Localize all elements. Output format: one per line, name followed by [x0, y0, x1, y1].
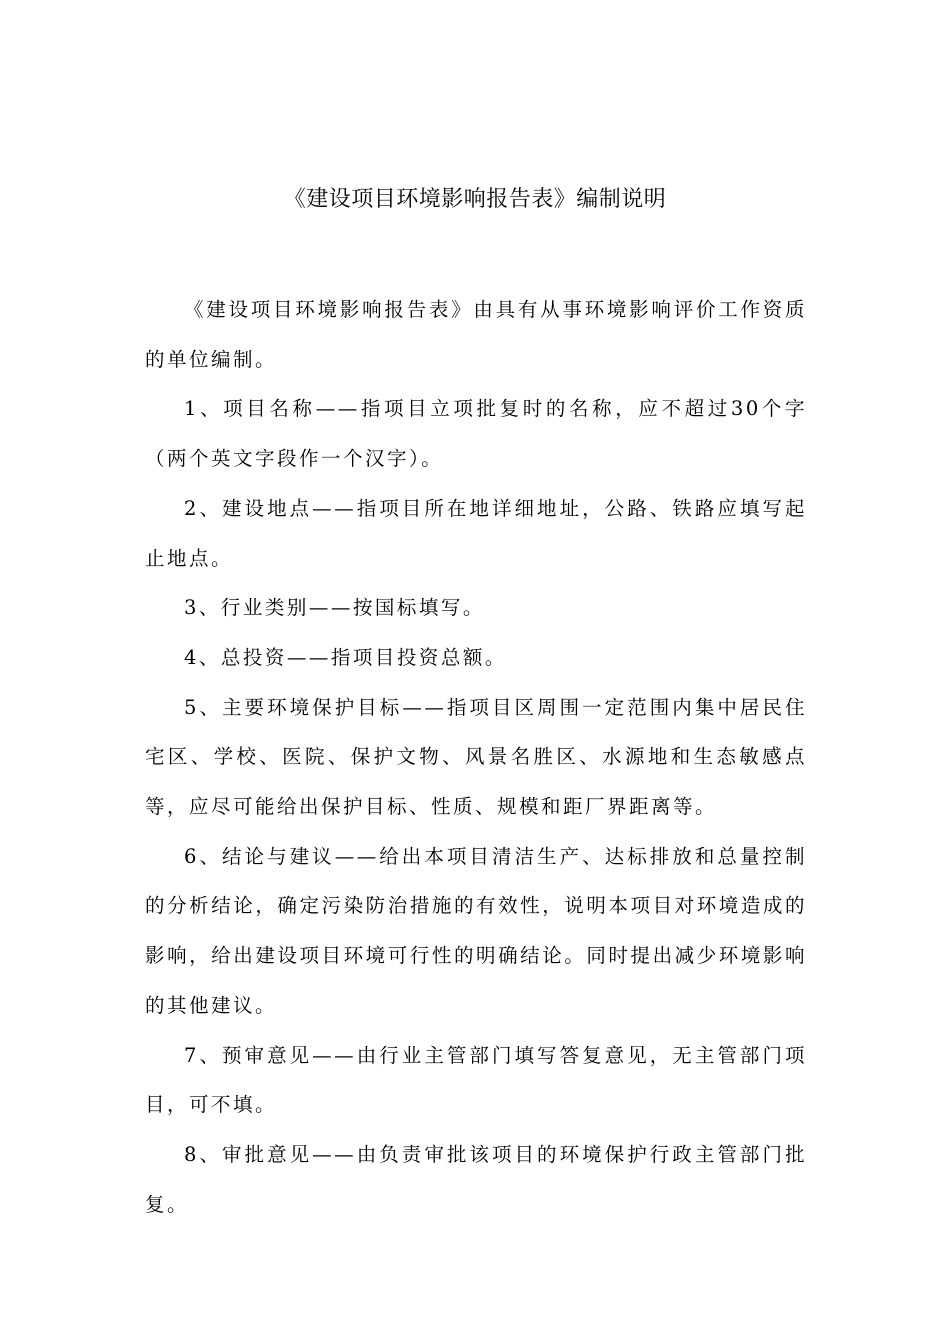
- item-pre-review-opinion: 7、预审意见——由行业主管部门填写答复意见，无主管部门项目，可不填。: [145, 1043, 807, 1117]
- item-total-investment: 4、总投资——指项目投资总额。: [184, 645, 507, 669]
- item-industry-category: 3、行业类别——按国标填写。: [184, 596, 485, 620]
- document-title: 《建设项目环境影响报告表》编制说明: [283, 187, 667, 212]
- item-project-name: 1、项目名称——指项目立项批复时的名称，应不超过30个字（两个英文字段作一个汉字）。: [145, 397, 807, 471]
- item-protection-targets: 5、主要环境保护目标——指项目区周围一定范围内集中居民住宅区、学校、医院、保护文物、风景名胜区、水源地和生态敏感点等，应尽可能给出保护目标、性质、规模和距厂界距离等。: [145, 695, 807, 819]
- item-conclusion-suggestions: 6、结论与建议——给出本项目清洁生产、达标排放和总量控制的分析结论，确定污染防治措施的有效性，说明本项目对环境造成的影响，给出建设项目环境可行性的明确结论。同时提出减少环境影响的其他建议。: [145, 844, 807, 1017]
- item-construction-site: 2、建设地点——指项目所在地详细地址，公路、铁路应填写起止地点。: [145, 496, 807, 570]
- document-body: [145, 285, 807, 1229]
- item-approval-opinion: 8、审批意见——由负责审批该项目的环境保护行政主管部门批复。: [145, 1142, 807, 1216]
- intro-paragraph: 《建设项目环境影响报告表》由具有从事环境影响评价工作资质的单位编制。: [145, 298, 807, 371]
